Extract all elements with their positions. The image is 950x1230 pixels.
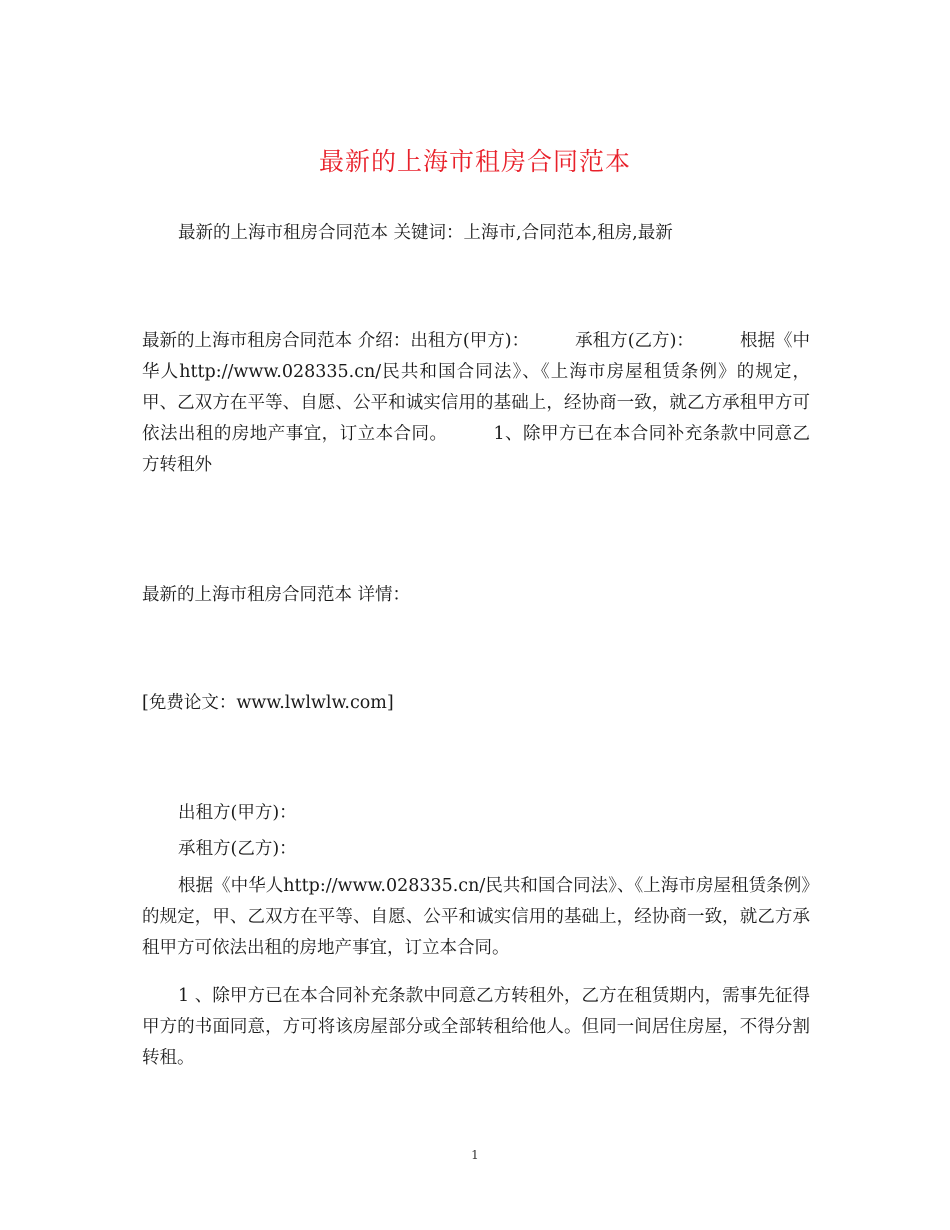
free-paper-link: [免费论文：www.lwlwlw.com] [142,693,394,713]
page-number: 1 [471,1148,479,1162]
lessor-line: 出租方(甲方)： [178,803,297,823]
intro-paragraph [142,326,810,481]
document-title: 最新的上海市租房合同范本 [318,147,631,176]
intro-lessor: 最新的上海市租房合同范本 介绍：出租方(甲方)： [142,331,530,351]
lessee-line: 承租方(乙方)： [178,839,297,859]
keywords-line: 最新的上海市租房合同范本 关键词：上海市,合同范本,租房,最新 [178,223,673,243]
details-heading: 最新的上海市租房合同范本 详情： [142,585,411,605]
intro-clause: 1、除甲方已在本合同补充条款中同意乙方转租外 [142,424,811,475]
intro-basis: 根据《中华人http://www.028335.cn/民共和国合同法》、《上海市房屋租赁条例》的规定，甲、乙双方在平等、自愿、公平和诚实信用的基础上，经协商一致，就乙方承租甲方可依法出租的房地产事宜，订立本合同。 [142,331,811,444]
intro-lessee: 承租方(乙方)： [575,331,694,351]
clause-1-paragraph: 1 、除甲方已在本合同补充条款中同意乙方转租外，乙方在租赁期内，需事先征得甲方的书面同意，方可将该房屋部分或全部转租给他人。但同一间居住房屋，不得分割转租。 [142,986,810,1068]
basis-paragraph: 根据《中华人http://www.028335.cn/民共和国合同法》、《上海市房屋租赁条例》的规定，甲、乙双方在平等、自愿、公平和诚实信用的基础上，经协商一致，就乙方承租甲方可依法出租的房地产事宜，订立本合同。 [142,876,810,958]
